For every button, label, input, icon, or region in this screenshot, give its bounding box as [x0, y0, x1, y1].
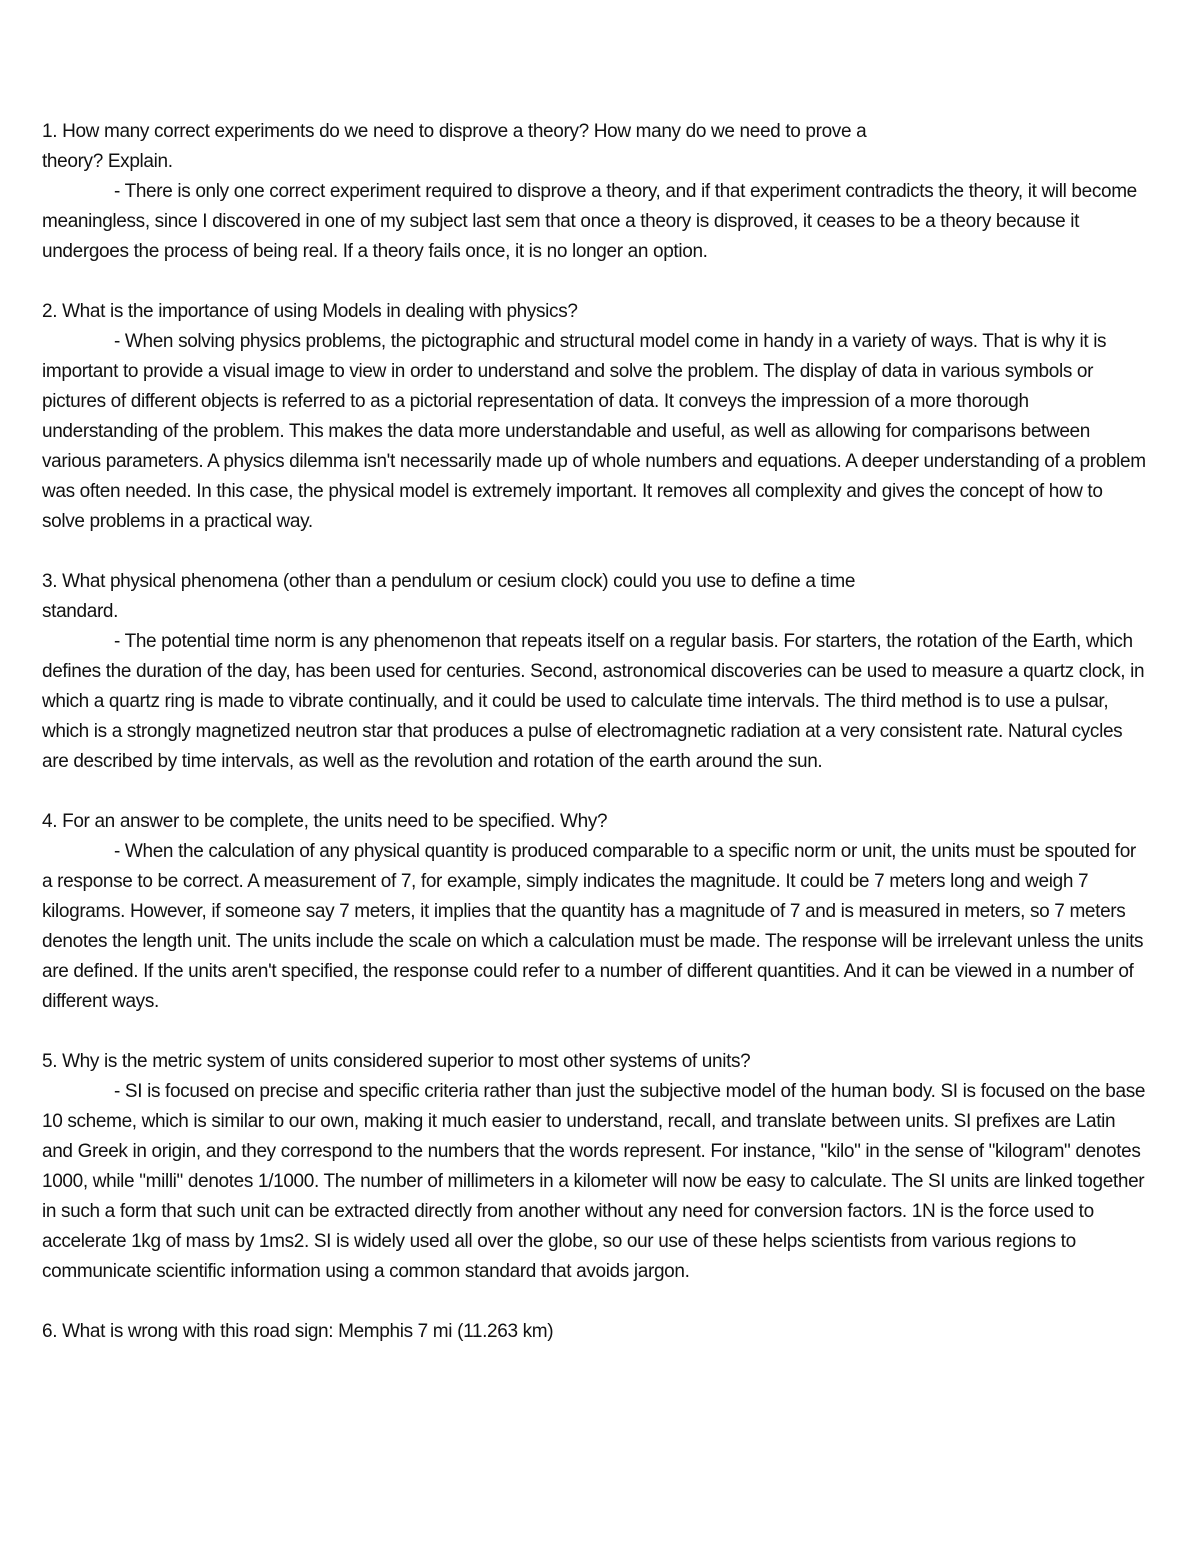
- answer-text: - When the calculation of any physical quantity is produced comparable to a specific norm or unit, the units must be spouted for a response to be correct. A measurement of 7, for example, simply indicates the magnitude. It could be 7 meters long and weigh 7 kilograms. However, if someone say 7 meters, it implies that the quantity has a magnitude of 7 and is measured in meters, so 7 meters denotes the length unit. The units include the scale on which a calculation must be made. The response will be irrelevant unless the units are defined. If the units aren't specified, the response could refer to a number of different quantities. And it can be viewed in a number of different ways.: [42, 841, 1144, 1012]
- question-block-6: [42, 1317, 1148, 1347]
- question-block-3: [42, 567, 1148, 777]
- answer-text: - When solving physics problems, the pictographic and structural model come in handy in a variety of ways. That is why it is important to provide a visual image to view in order to understand and solve the problem. The display of data in various symbols or pictures of different objects is referred to as a pictorial representation of data. It conveys the impression of a more thorough understanding of the problem. This makes the data more understandable and useful, as well as allowing for comparisons between various parameters. A physics dilemma isn't necessarily made up of whole numbers and equations. A deeper understanding of a problem was often needed. In this case, the physical model is extremely important. It removes all complexity and gives the concept of how to solve problems in a practical way.: [42, 331, 1146, 532]
- question-block-2: [42, 297, 1148, 537]
- question-text: 4. For an answer to be complete, the units need to be specified. Why?: [42, 811, 608, 832]
- question-text: 1. How many correct experiments do we need to disprove a theory? How many do we need to prove a theory? Explain.: [42, 121, 867, 172]
- question-block-4: [42, 807, 1148, 1017]
- answer-text: - There is only one correct experiment required to disprove a theory, and if that experiment contradicts the theory, it will become meaningless, since I discovered in one of my subject last sem that once a theory is disproved, it ceases to be a theory because it undergoes the process of being real. If a theory fails once, it is no longer an option.: [42, 181, 1137, 262]
- question-text: 3. What physical phenomena (other than a pendulum or cesium clock) could you use to define a time standard.: [42, 571, 856, 622]
- answer-text: - SI is focused on precise and specific criteria rather than just the subjective model of the human body. SI is focused on the base 10 scheme, which is similar to our own, making it much easier to understand, recall, and translate between units. SI prefixes are Latin and Greek in origin, and they correspond to the numbers that the words represent. For instance, "kilo" in the sense of "kilogram" denotes 1000, while "milli" denotes 1/1000. The number of millimeters in a kilometer will now be easy to calculate. The SI units are linked together in such a form that such unit can be extracted directly from another without any need for conversion factors. 1N is the force used to accelerate 1kg of mass by 1ms2. SI is widely used all over the globe, so our use of these helps scientists from various regions to communicate scientific information using a common standard that avoids jargon.: [42, 1081, 1146, 1282]
- question-text: 2. What is the importance of using Models in dealing with physics?: [42, 301, 578, 322]
- question-block-1: [42, 117, 1148, 267]
- answer-text: - The potential time norm is any phenomenon that repeats itself on a regular basis. For starters, the rotation of the Earth, which defines the duration of the day, has been used for centuries. Second, astronomical discoveries can be used to measure a quartz clock, in which a quartz ring is made to vibrate continually, and it could be used to calculate time intervals. The third method is to use a pulsar, which is a strongly magnetized neutron star that produces a pulse of electromagnetic radiation at a very consistent rate. Natural cycles are described by time intervals, as well as the revolution and rotation of the earth around the sun.: [42, 631, 1145, 772]
- question-block-5: [42, 1047, 1148, 1287]
- question-text: 5. Why is the metric system of units considered superior to most other systems of units?: [42, 1051, 751, 1072]
- question-text: 6. What is wrong with this road sign: Memphis 7 mi (11.263 km): [42, 1321, 554, 1342]
